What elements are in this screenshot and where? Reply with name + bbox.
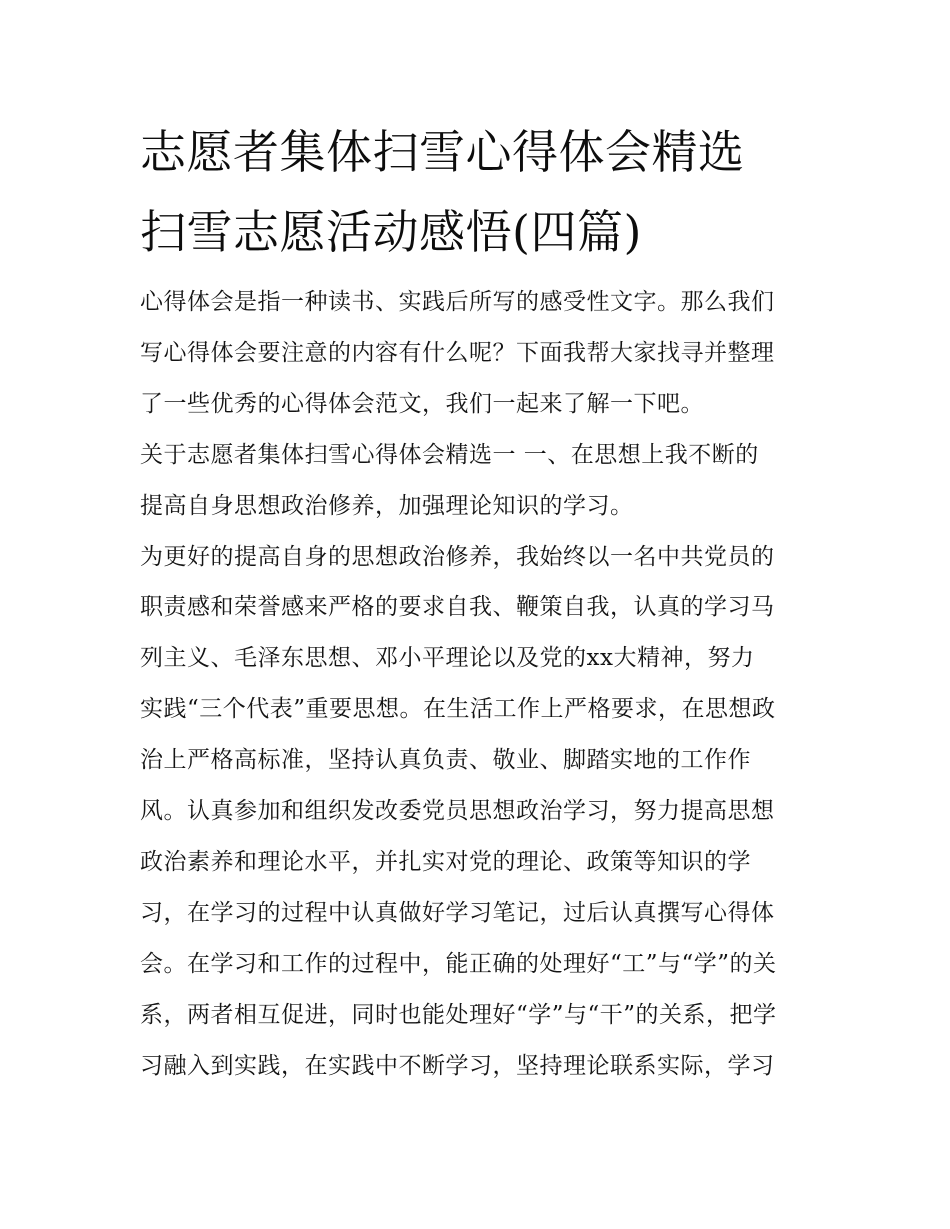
body-line: 职责感和荣誉感来严格的要求自我、鞭策自我，认真的学习马 — [140, 594, 775, 621]
title-line-2: 扫雪志愿活动感悟(四篇) — [140, 205, 642, 259]
body-line: 系，两者相互促进，同时也能处理好“学”与“干”的关系，把学 — [140, 1001, 777, 1028]
body-line: 会。在学习和工作的过程中，能正确的处理好“工”与“学”的关 — [140, 950, 777, 977]
body-line: 列主义、毛泽东思想、邓小平理论以及党的xx大精神，努力 — [140, 645, 755, 672]
document-title — [140, 112, 840, 272]
body-line: 实践“三个代表”重要思想。在生活工作上严格要求，在思想政 — [140, 696, 776, 723]
body-line: 关于志愿者集体扫雪心得体会精选一 一、在思想上我不断的 — [140, 441, 759, 468]
body-line: 风。认真参加和组织发改委党员思想政治学习，努力提高思想 — [140, 798, 775, 825]
title-line-1: 志愿者集体扫雪心得体会精选 — [140, 125, 745, 179]
body-line: 了一些优秀的心得体会范文，我们一起来了解一下吧。 — [140, 390, 704, 417]
body-line: 提高自身思想政治修养，加强理论知识的学习。 — [140, 492, 634, 519]
body-line: 治上严格高标准，坚持认真负责、敬业、脚踏实地的工作作 — [140, 747, 751, 774]
body-line: 写心得体会要注意的内容有什么呢？下面我帮大家找寻并整理 — [140, 339, 775, 366]
body-line: 习融入到实践，在实践中不断学习，坚持理论联系实际，学习 — [140, 1052, 775, 1079]
document-body — [140, 277, 820, 1092]
body-line: 政治素养和理论水平，并扎实对党的理论、政策等知识的学 — [140, 848, 751, 875]
body-line: 习，在学习的过程中认真做好学习笔记，过后认真撰写心得体 — [140, 899, 775, 926]
body-line: 为更好的提高自身的思想政治修养，我始终以一名中共党员的 — [140, 543, 775, 570]
body-line: 心得体会是指一种读书、实践后所写的感受性文字。那么我们 — [140, 289, 775, 315]
